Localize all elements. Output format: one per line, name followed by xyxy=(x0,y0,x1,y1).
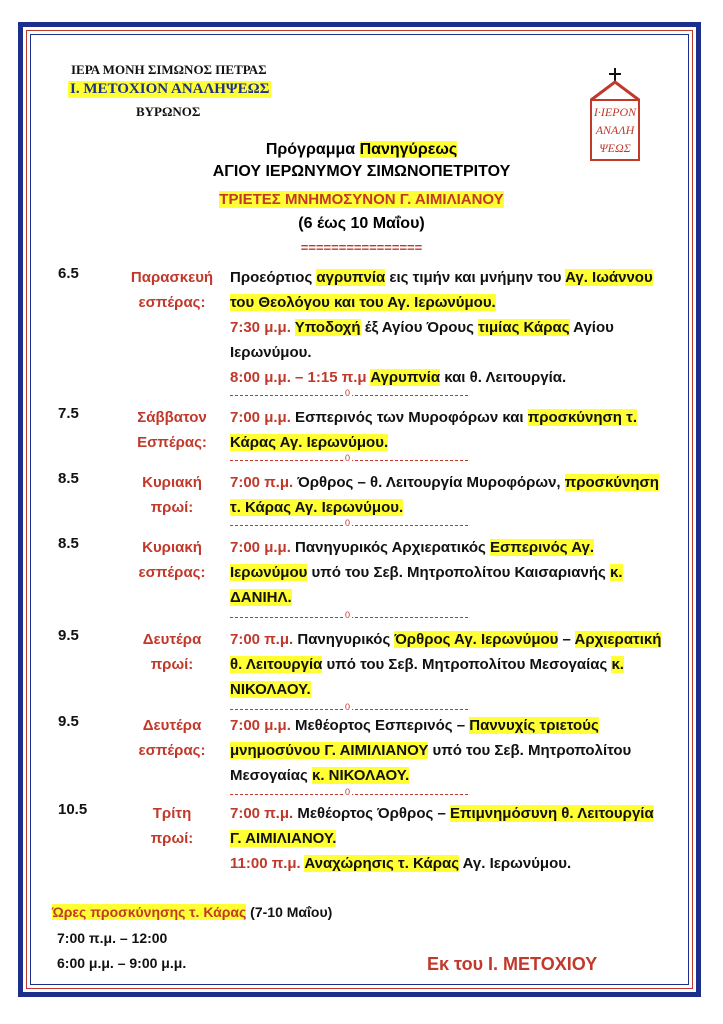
title-divider: ================ xyxy=(300,240,423,255)
entry-text: 7:00 π.μ. Μεθέορτος Όρθρος – Επιμνημόσυνη θ. Λειτουργία Γ. ΑΙΜΙΛΙΑΝΟΥ. 11:00 π.μ. Αναχώρησις τ. Κάρας Αγ. Ιερωνύμου. xyxy=(230,805,654,872)
logo-line-1: Ι·ΙΕΡΟΝ xyxy=(593,105,637,119)
entry-separator: 0 xyxy=(230,709,468,710)
entry-date: 6.5 xyxy=(58,265,79,282)
entry-date: 9.5 xyxy=(58,627,79,644)
entry-day: Παρασκευή εσπέρας: xyxy=(130,269,214,311)
entry-day: Δευτέρα εσπέρας: xyxy=(138,717,206,759)
entry-date: 7.5 xyxy=(58,405,79,422)
entry-text: 7:00 μ.μ. Εσπερινός των Μυροφόρων και προσκύνηση τ. Κάρας Αγ. Ιερωνύμου. xyxy=(230,409,637,451)
entry-date: 10.5 xyxy=(58,801,88,818)
entry-date: 9.5 xyxy=(58,713,79,730)
entry-text: Προεόρτιος αγρυπνία εις τιμήν και μνήμην του Αγ. Ιωάννου του Θεολόγου και του Αγ. Ιερωνύμου. 7:30 μ.μ. Υποδοχή έξ Αγίου Όρους τιμίας Κάρας Αγίου Ιερωνύμου. 8:00 μ.μ. – 1:15 π.μ Αγρυπνία και θ. Λειτουργία. xyxy=(230,269,653,386)
memorial-title: ΤΡΙΕΤΕΣ ΜΝΗΜΟΣΥΝΟΝ Γ. ΑΙΜΙΛΙΑΝΟΥ xyxy=(219,191,504,208)
entry-day: Κυριακή εσπέρας: xyxy=(138,539,206,581)
entry-date: 8.5 xyxy=(58,535,79,552)
logo-line-3: ΨΕΩΣ xyxy=(599,141,631,155)
entry-day: Σάββατον Εσπέρας: xyxy=(137,409,207,451)
entry-day: Κυριακή πρωί: xyxy=(142,474,202,516)
entry-separator: 0 xyxy=(230,617,468,618)
entry-text: 7:00 π.μ. Πανηγυρικός Όρθρος Αγ. Ιερωνύμου – Αρχιερατική θ. Λειτουργία υπό του Σεβ. Μητροπολίτου Μεσογαίας κ. ΝΙΚΟΛΑΟΥ. xyxy=(230,631,662,698)
signature: Εκ του Ι. ΜΕΤΟΧΙΟΥ xyxy=(427,954,598,974)
date-range: (6 έως 10 Μαΐου) xyxy=(298,215,425,232)
location-name: ΒΥΡΩΝΟΣ xyxy=(136,104,201,119)
entry-text: 7:00 μ.μ. Πανηγυρικός Αρχιερατικός Εσπερινός Αγ. Ιερωνύμου υπό του Σεβ. Μητροπολίτου Καισαριανής κ. ΔΑΝΙΗΛ. xyxy=(230,539,623,606)
entry-separator: 0 xyxy=(230,395,468,396)
entry-text: 7:00 μ.μ. Μεθέορτος Εσπερινός – Παννυχίς τριετούς μνημοσύνου Γ. ΑΙΜΙΛΙΑΝΟΥ υπό του Σεβ. Μητροπολίτου Μεσογαίας κ. ΝΙΚΟΛΑΟΥ. xyxy=(230,717,632,784)
entry-date: 8.5 xyxy=(58,470,79,487)
metochion-name: Ι. ΜΕΤΟΧΙΟΝ ΑΝΑΛΗΨΕΩΣ xyxy=(70,81,270,97)
veneration-slot-1: 7:00 π.μ. – 12:00 xyxy=(57,930,168,946)
entry-separator: 0 xyxy=(230,525,468,526)
entry-separator: 0 xyxy=(230,794,468,795)
entry-separator: 0 xyxy=(230,460,468,461)
entry-day: Τρίτη πρωί: xyxy=(150,805,194,847)
logo-line-2: ΑΝΑΛΗ xyxy=(595,123,635,137)
monastery-name: ΙΕΡΑ ΜΟΝΗ ΣΙΜΩΝΟΣ ΠΕΤΡΑΣ xyxy=(71,62,267,77)
saint-title: ΑΓΙΟΥ ΙΕΡΩΝΥΜΟΥ ΣΙΜΩΝΟΠΕΤΡΙΤΟΥ xyxy=(212,163,511,180)
veneration-slot-2: 6:00 μ.μ. – 9:00 μ.μ. xyxy=(57,955,187,971)
veneration-hours-label: Ώρες προσκύνησης τ. Κάρας (7-10 Μαΐου) xyxy=(52,904,333,920)
entry-day: Δευτέρα πρωί: xyxy=(142,631,202,673)
entry-text: 7:00 π.μ. Όρθρος – θ. Λειτουργία Μυροφόρων, προσκύνηση τ. Κάρας Αγ. Ιερωνύμου. xyxy=(230,474,659,516)
program-title: Πρόγραμμα Πανηγύρεως xyxy=(265,141,458,158)
